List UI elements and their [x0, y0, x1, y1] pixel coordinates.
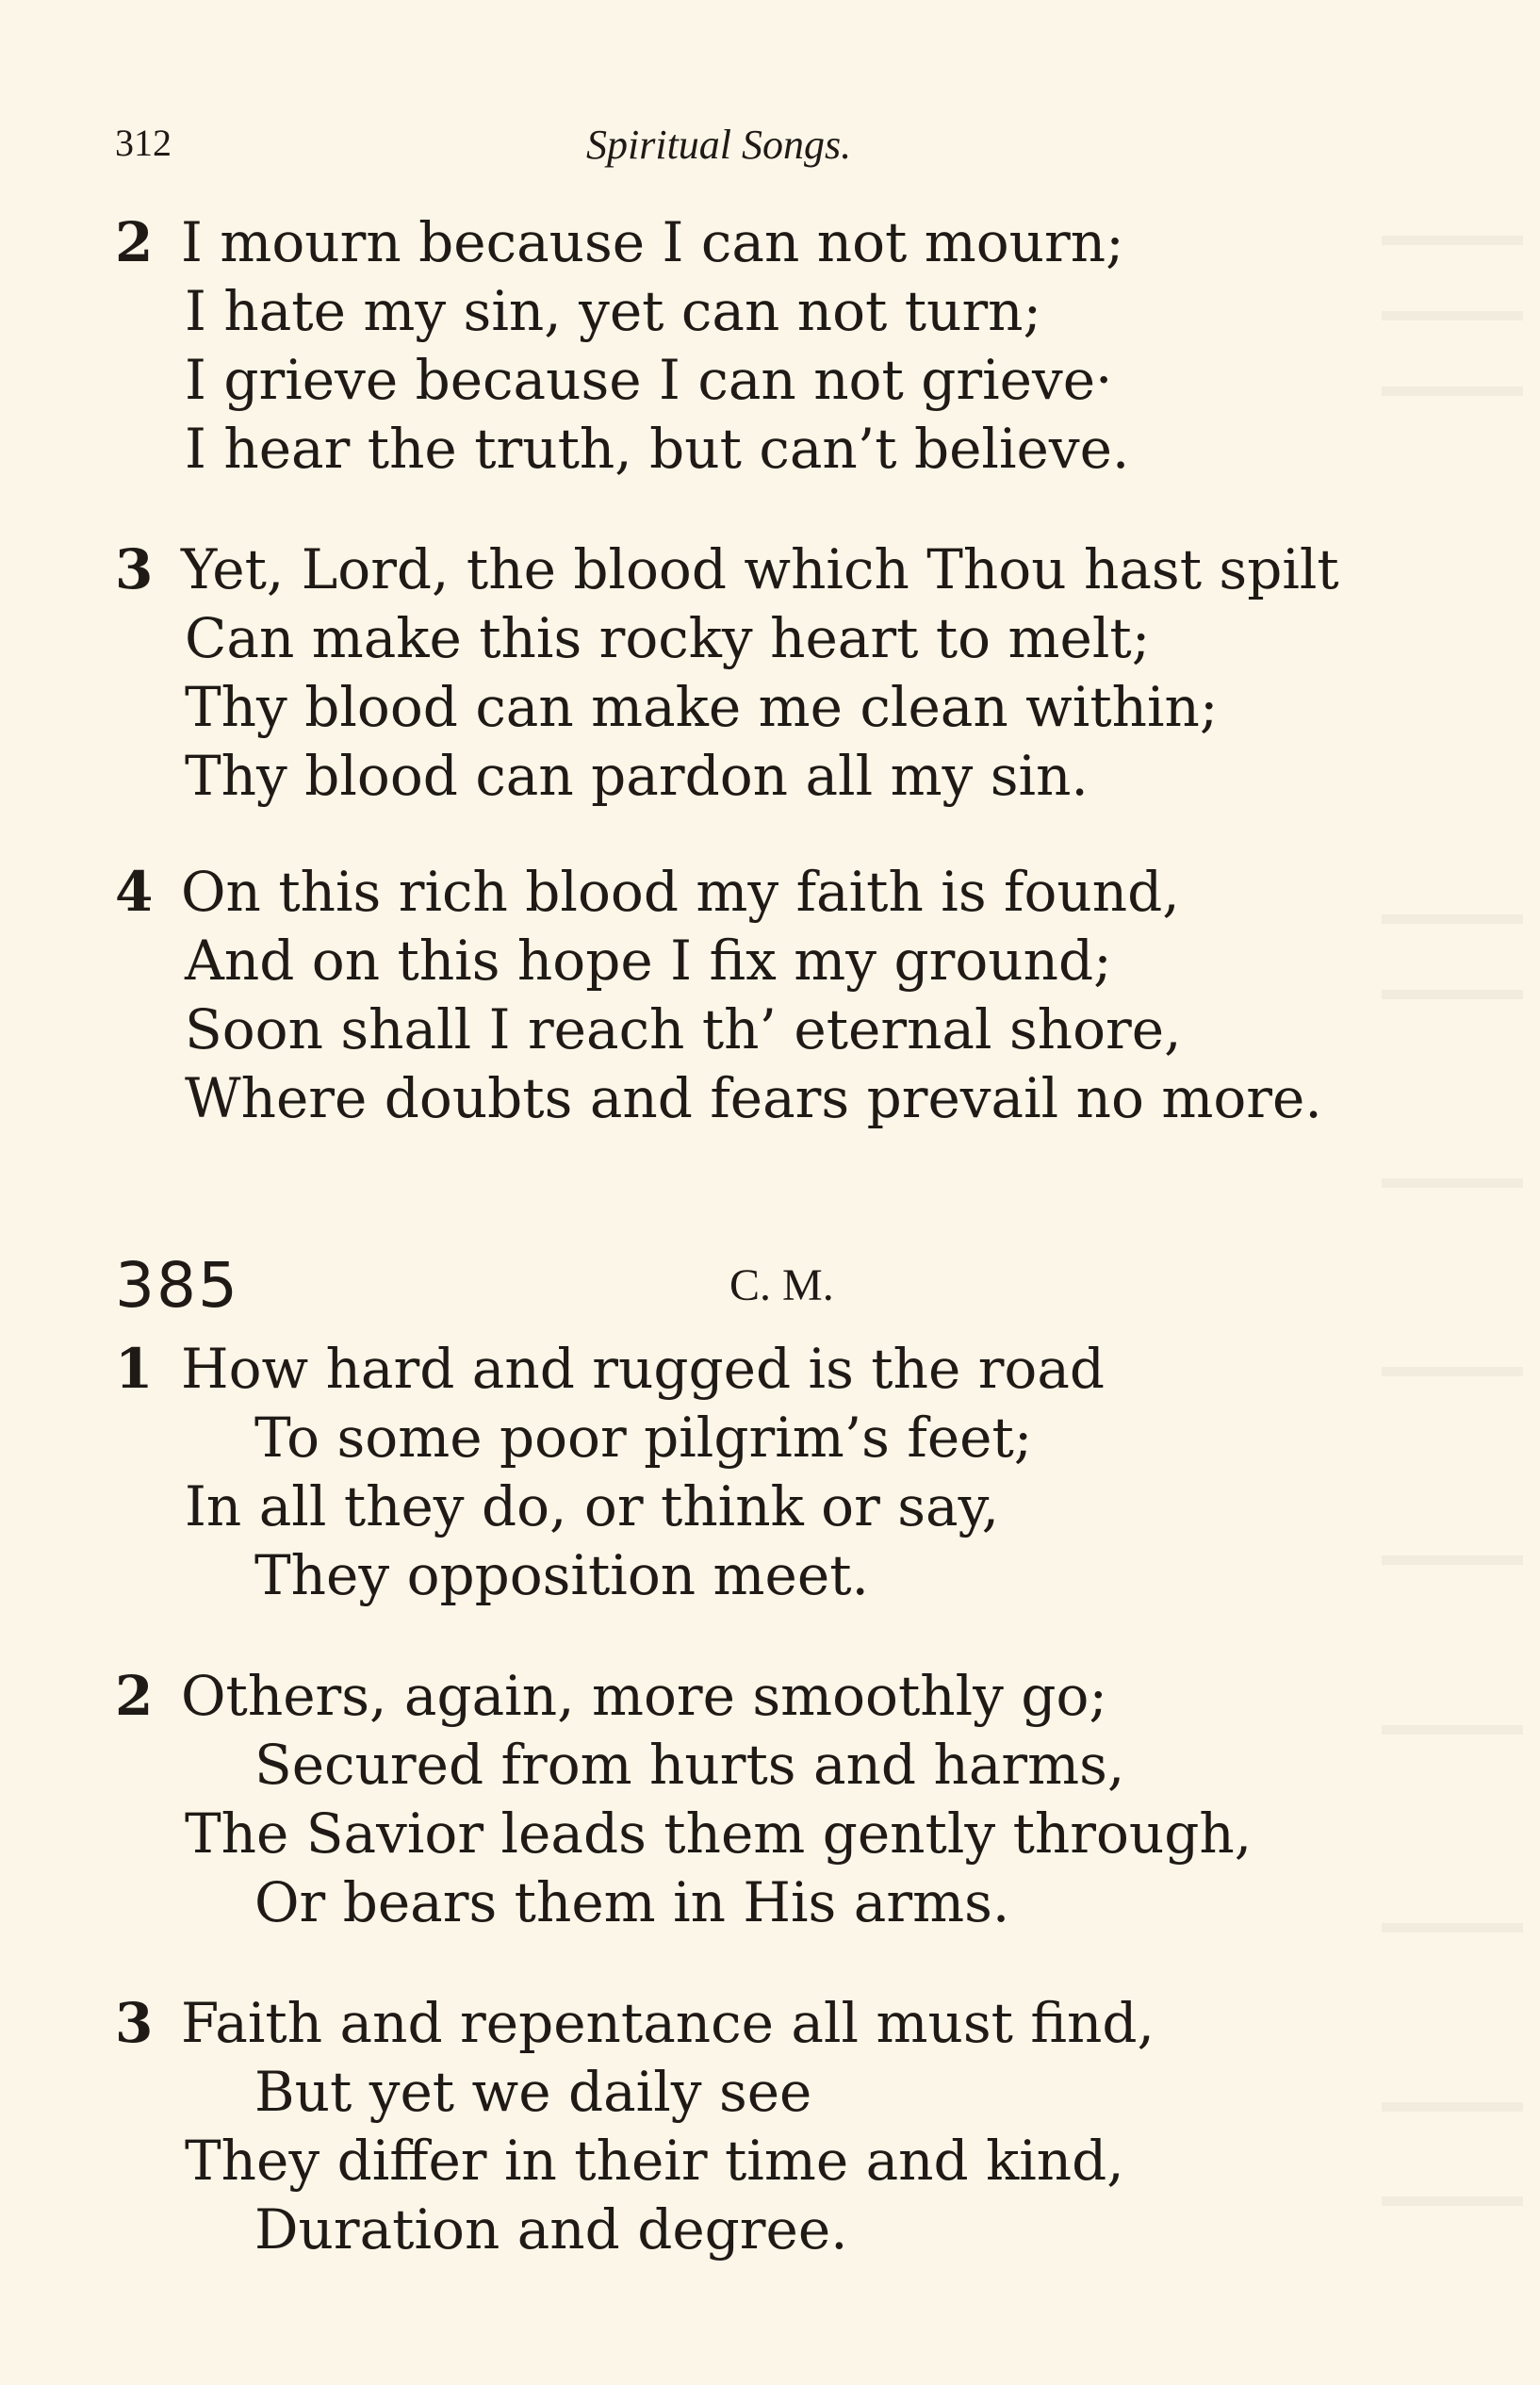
stanza-number: 4	[115, 860, 154, 924]
verse-text: To some poor pilgrim’s feet;	[254, 1406, 1033, 1470]
verse-text: Thy blood can pardon all my sin.	[185, 744, 1089, 808]
bleed-through-mark	[1382, 1367, 1523, 1376]
bleed-through-mark	[1382, 387, 1523, 396]
bleed-through-mark	[1382, 990, 1523, 999]
bleed-through-mark	[1382, 2196, 1523, 2206]
bleed-through-mark	[1382, 1178, 1523, 1188]
stanza-number: 2	[115, 1664, 154, 1728]
stanza-line	[185, 927, 1112, 995]
stanza-line	[185, 673, 1218, 741]
verse-text: Soon shall I reach th’ eternal shore,	[185, 997, 1182, 1061]
stanza-line	[185, 742, 1089, 810]
stanza-line	[185, 415, 1129, 483]
verse-text: Can make this rocky heart to melt;	[185, 606, 1151, 670]
stanza-line	[254, 2196, 848, 2263]
stanza-number: 1	[115, 1337, 154, 1401]
verse-text: Or bears them in His arms.	[254, 1870, 1010, 1934]
stanza-line	[254, 1541, 869, 1609]
verse-text: I grieve because I can not grieve·	[185, 348, 1113, 412]
page-header	[0, 121, 1540, 177]
bleed-through-mark	[1382, 1923, 1523, 1933]
stanza-line	[254, 2058, 811, 2126]
stanza-line	[115, 858, 1180, 926]
verse-text: I mourn because I can not mourn;	[181, 210, 1124, 274]
stanza-line	[185, 604, 1150, 672]
bleed-through-mark	[1382, 236, 1523, 245]
stanza-line	[115, 1335, 1105, 1403]
stanza-line	[115, 208, 1124, 276]
stanza-line	[254, 1731, 1124, 1799]
stanza-line	[185, 1800, 1252, 1867]
stanza-line	[115, 535, 1339, 603]
verse-text: Where doubts and fears prevail no more.	[185, 1066, 1322, 1130]
verse-text: How hard and rugged is the road	[181, 1337, 1106, 1401]
bleed-through-mark	[1382, 1725, 1523, 1735]
bleed-through-mark	[1382, 914, 1523, 924]
stanza-line	[254, 1868, 1009, 1936]
stanza-line	[185, 1064, 1322, 1132]
hymn-number: 385	[115, 1249, 239, 1322]
stanza-line	[115, 1989, 1155, 2057]
hymn-meter: C. M.	[729, 1260, 834, 1310]
stanza-number: 2	[115, 210, 154, 274]
verse-text: Duration and degree.	[254, 2197, 848, 2262]
verse-text: Yet, Lord, the blood which Thou hast spilt	[181, 537, 1339, 601]
stanza-line	[185, 1472, 999, 1540]
stanza-line	[115, 1662, 1107, 1730]
bleed-through-mark	[1382, 1555, 1523, 1565]
bleed-through-mark	[1382, 311, 1523, 321]
verse-text: Others, again, more smoothly go;	[181, 1664, 1107, 1728]
verse-text: They opposition meet.	[254, 1543, 869, 1607]
verse-text: The Savior leads them gently through,	[185, 1801, 1253, 1866]
verse-text: I hear the truth, but can’t believe.	[185, 417, 1130, 481]
running-head: Spiritual Songs.	[586, 122, 852, 168]
stanza-line	[185, 346, 1112, 414]
stanza-number: 3	[115, 537, 154, 601]
bleed-through-mark	[1382, 2102, 1523, 2112]
verse-text: Secured from hurts and harms,	[254, 1733, 1125, 1797]
verse-text: And on this hope I fix my ground;	[185, 929, 1112, 993]
stanza-number: 3	[115, 1991, 154, 2055]
verse-text: I hate my sin, yet can not turn;	[185, 279, 1042, 343]
stanza-line	[254, 1404, 1032, 1472]
stanza-line	[185, 995, 1182, 1063]
stanza-line	[185, 2127, 1124, 2195]
page-number: 312	[115, 122, 172, 164]
verse-text: In all they do, or think or say,	[185, 1474, 1000, 1538]
verse-text: They differ in their time and kind,	[185, 2129, 1124, 2193]
verse-text: Thy blood can make me clean within;	[185, 675, 1219, 739]
verse-text: But yet we daily see	[254, 2060, 812, 2124]
verse-text: Faith and repentance all must find,	[181, 1991, 1155, 2055]
verse-text: On this rich blood my faith is found,	[181, 860, 1180, 924]
stanza-line	[185, 277, 1041, 345]
